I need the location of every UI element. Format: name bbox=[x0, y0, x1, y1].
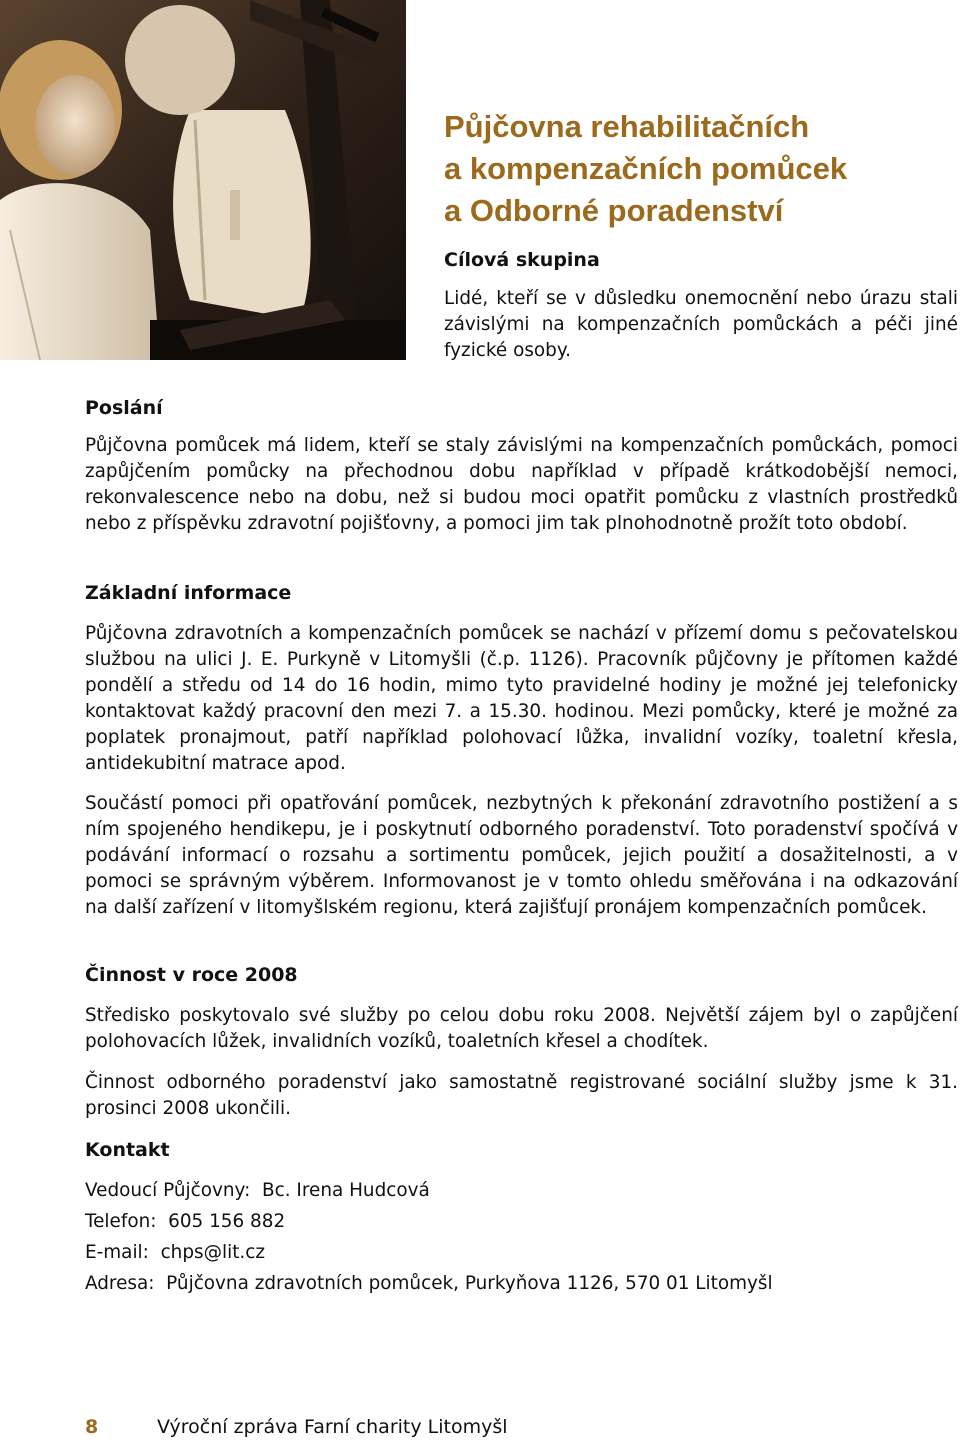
contact-heading: Kontakt bbox=[85, 1139, 170, 1161]
contact-phone bbox=[85, 1209, 285, 1235]
mission-heading: Poslání bbox=[85, 397, 163, 419]
contact-lead bbox=[85, 1178, 430, 1204]
publication-title: Výroční zpráva Farní charity Litomyšl bbox=[157, 1416, 508, 1438]
contact-label: E-mail: bbox=[85, 1242, 149, 1263]
contact-address bbox=[85, 1271, 773, 1297]
title-line: a kompenzačních pomůcek bbox=[444, 151, 848, 186]
basic-info-paragraph: Součástí pomoci při opatřování pomůcek, nezbytných k překonání zdravotního postižení a s ním spojeného hendikepu, je i poskytnutí odborného poradenství. Toto poradenství spočívá v podávání informací o rozsahu a sortimentu pomůcek, jejich použití a dosažitelnosti, a v pomoci se správným výběrem. Informovanost je v tomto ohledu směřována i na odkazování na další zařízení v litomyšlském regionu, která zajišťují pronájem kompenzačních pomůcek. bbox=[85, 793, 958, 918]
target-group-text: Lidé, kteří se v důsledku onemocnění nebo úrazu stali závislými na kompenzačních pomůckách a péči jiné fyzické osoby. bbox=[444, 288, 958, 361]
contact-label: Telefon: bbox=[85, 1211, 157, 1232]
caregiver-photo bbox=[0, 0, 406, 360]
title-line: Půjčovna rehabilitačních bbox=[444, 109, 810, 144]
phone-number[interactable]: 605 156 882 bbox=[168, 1211, 286, 1232]
activity-paragraph: Středisko poskytovalo své služby po celou dobu roku 2008. Největší zájem byl o zapůjčení polohovacích lůžek, invalidních vozíků, toaletních křesel a chodítek. bbox=[85, 1005, 958, 1052]
contact-value: Půjčovna zdravotních pomůcek, Purkyňova 1126, 570 01 Litomyšl bbox=[166, 1273, 773, 1294]
mission-text: Půjčovna pomůcek má lidem, kteří se staly závislými na kompenzačních pomůckách, pomoci zapůjčením pomůcky na přechodnou dobu například v případě krátkodobější nemoci, rekonvalescence nebo na dobu, než si budou moci opatřit pomůcku z vlastních prostředků nebo z příspěvku zdravotní pojišťovny, a pomoci jim tak plnohodnotně prožít toto období. bbox=[85, 435, 958, 534]
basic-info-paragraph: Půjčovna zdravotních a kompenzačních pomůcek se nachází v přízemí domu s pečovatelskou službou na ulici J. E. Purkyně v Litomyšli (č.p. 1126). Pracovník půjčovny je přítomen každé pondělí a středu od 14 do 16 hodin, mimo tyto pravidelné hodiny je možné jej telefonicky kontaktovat každý pracovní den mezi 7. a 15.30. hodinou. Mezi pomůcky, které je možné za poplatek pronajmout, patří například polohovací lůžka, invalidní vozíky, toaletní křesla, antidekubitní matrace apod. bbox=[85, 623, 958, 774]
activity-heading: Činnost v roce 2008 bbox=[85, 964, 298, 986]
email-link[interactable]: chps@lit.cz bbox=[160, 1242, 266, 1263]
contact-email bbox=[85, 1240, 265, 1266]
page-title bbox=[444, 106, 944, 232]
activity-paragraph: Činnost odborného poradenství jako samostatně registrované sociální služby jsme k 31. prosinci 2008 ukončili. bbox=[85, 1072, 958, 1119]
contact-value: Bc. Irena Hudcová bbox=[262, 1180, 430, 1201]
title-line: a Odborné poradenství bbox=[444, 193, 784, 228]
page-footer bbox=[85, 1416, 508, 1438]
basic-info-heading: Základní informace bbox=[85, 582, 292, 604]
contact-label: Vedoucí Půjčovny: bbox=[85, 1180, 251, 1201]
page-number: 8 bbox=[85, 1416, 99, 1438]
target-group-heading: Cílová skupina bbox=[444, 249, 600, 271]
contact-label: Adresa: bbox=[85, 1273, 155, 1294]
